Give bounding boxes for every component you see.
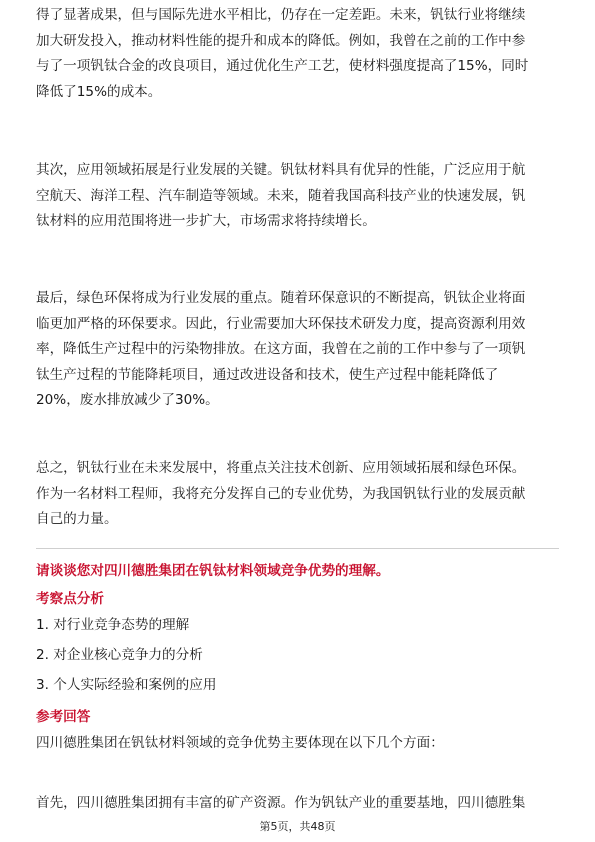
paragraph-1 [36,3,528,105]
answer-paragraph-line: 首先，四川德胜集团拥有丰富的矿产资源。作为钒钛产业的重要基地，四川德胜集 [36,795,526,811]
analysis-item: 3. 个人实际经验和案例的应用 [36,677,217,693]
page-number-footer: 第5页，共48页 [259,820,336,833]
question-title: 请谈谈您对四川德胜集团在钒钛材料领域竞争优势的理解。 [36,563,390,579]
analysis-item: 2. 对企业核心竞争力的分析 [36,647,203,663]
paragraph-line: 临更加严格的环保要求。因此，行业需要加大环保技术研发力度，提高资源利用效 [36,315,526,332]
paragraph-3 [36,286,525,414]
paragraph-line: 自己的力量。 [36,511,118,527]
paragraph-2 [36,158,525,235]
paragraph-line: 钛生产过程的节能降耗项目，通过改进设备和技术，使生产过程中能耗降低了 [36,366,499,383]
section-divider [36,548,559,549]
paragraph-line: 钛材料的应用范围将进一步扩大，市场需求将持续增长。 [36,213,376,229]
paragraph-line: 率，降低生产过程中的污染物排放。在这方面，我曾在之前的工作中参与了一项钒 [36,341,526,357]
paragraph-line: 与了一项钒钛合金的改良项目，通过优化生产工艺，使材料强度提高了15%，同时 [36,58,529,74]
paragraph-line: 20%，废水排放减少了30%。 [36,392,219,408]
paragraph-line: 最后，绿色环保将成为行业发展的重点。随着环保意识的不断提高，钒钛企业将面 [36,290,526,306]
paragraph-line: 降低了15%的成本。 [36,83,162,100]
analysis-heading: 考察点分析 [36,591,104,607]
paragraph-line: 空航天、海洋工程、汽车制造等领域。未来，随着我国高科技产业的快速发展，钒 [36,187,526,204]
paragraph-line: 得了显著成果，但与国际先进水平相比，仍存在一定差距。未来，钒钛行业将继续 [36,7,526,23]
paragraph-4 [36,456,525,533]
paragraph-line: 加大研发投入，推动材料性能的提升和成本的降低。例如，我曾在之前的工作中参 [36,32,526,49]
paragraph-line: 总之，钒钛行业在未来发展中，将重点关注技术创新、应用领域拓展和绿色环保。 [36,460,526,476]
answer-heading: 参考回答 [36,709,91,725]
analysis-item: 1. 对行业竞争态势的理解 [36,617,190,633]
paragraph-line: 作为一名材料工程师，我将充分发挥自己的专业优势，为我国钒钛行业的发展贡献 [36,485,526,502]
answer-intro: 四川德胜集团在钒钛材料领域的竞争优势主要体现在以下几个方面： [36,735,444,751]
document-page [36,0,559,842]
paragraph-line: 其次，应用领域拓展是行业发展的关键。钒钛材料具有优异的性能，广泛应用于航 [36,162,526,178]
